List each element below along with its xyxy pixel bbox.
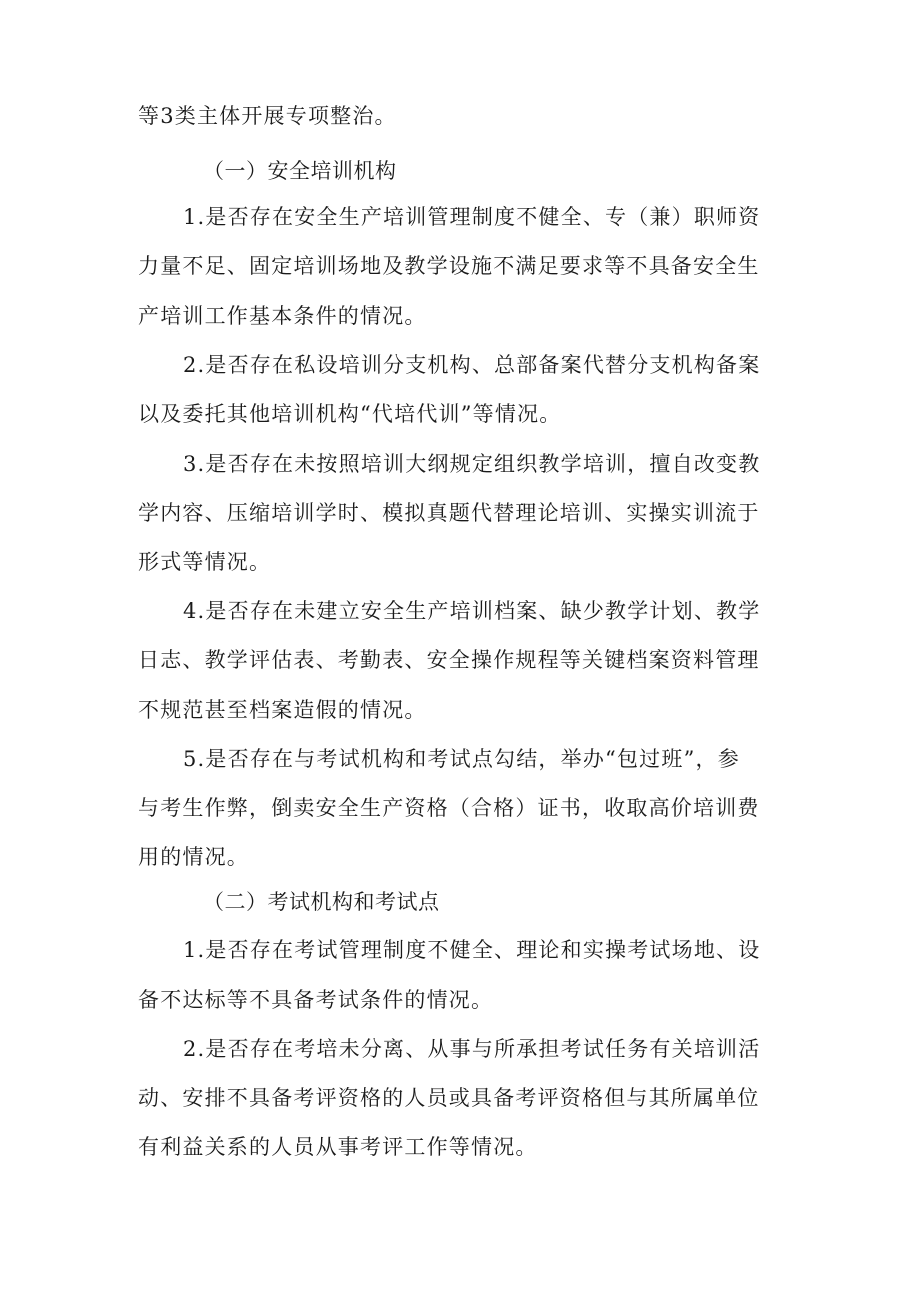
paragraph-line: 日志、教学评估表、考勤表、安全操作规程等关键档案资料管理 xyxy=(138,648,760,672)
paragraph-line: 动、安排不具备考评资格的人员或具备考评资格但与其所属单位 xyxy=(138,1086,760,1110)
section-heading: （一）安全培训机构 xyxy=(203,159,397,183)
paragraph-line: 等3类主体开展专项整治。 xyxy=(138,104,397,128)
paragraph-line: 备不达标等不具备考试条件的情况。 xyxy=(138,988,494,1012)
paragraph-line: 有利益关系的人员从事考评工作等情况。 xyxy=(138,1135,538,1159)
paragraph-line: 学内容、压缩培训学时、模拟真题代替理论培训、实操实训流于 xyxy=(138,501,760,525)
paragraph-line: 形式等情况。 xyxy=(138,550,272,574)
paragraph-line: 不规范甚至档案造假的情况。 xyxy=(138,698,427,722)
section-heading: （二）考试机构和考试点 xyxy=(203,890,440,914)
paragraph-line: 以及委托其他培训机构“代培代训”等情况。 xyxy=(138,402,562,426)
paragraph-line: 3.是否存在未按照培训大纲规定组织教学培训，擅自改变教 xyxy=(183,452,761,476)
paragraph-line: 1.是否存在考试管理制度不健全、理论和实操考试场地、设 xyxy=(183,938,761,962)
paragraph-line: 产培训工作基本条件的情况。 xyxy=(138,304,427,328)
paragraph-line: 1.是否存在安全生产培训管理制度不健全、专（兼）职师资 xyxy=(183,205,761,229)
paragraph-line: 2.是否存在私设培训分支机构、总部备案代替分支机构备案 xyxy=(183,353,761,377)
paragraph-line: 力量不足、固定培训场地及教学设施不满足要求等不具备安全生 xyxy=(138,254,760,278)
paragraph-line: 与考生作弊，倒卖安全生产资格（合格）证书，收取高价培训费 xyxy=(138,796,760,820)
paragraph-line: 2.是否存在考培未分离、从事与所承担考试任务有关培训活 xyxy=(183,1037,761,1061)
paragraph-line: 4.是否存在未建立安全生产培训档案、缺少教学计划、教学 xyxy=(183,599,761,623)
paragraph-line: 5.是否存在与考试机构和考试点勾结，举办“包过班”，参 xyxy=(183,747,740,771)
paragraph-line: 用的情况。 xyxy=(138,845,249,869)
